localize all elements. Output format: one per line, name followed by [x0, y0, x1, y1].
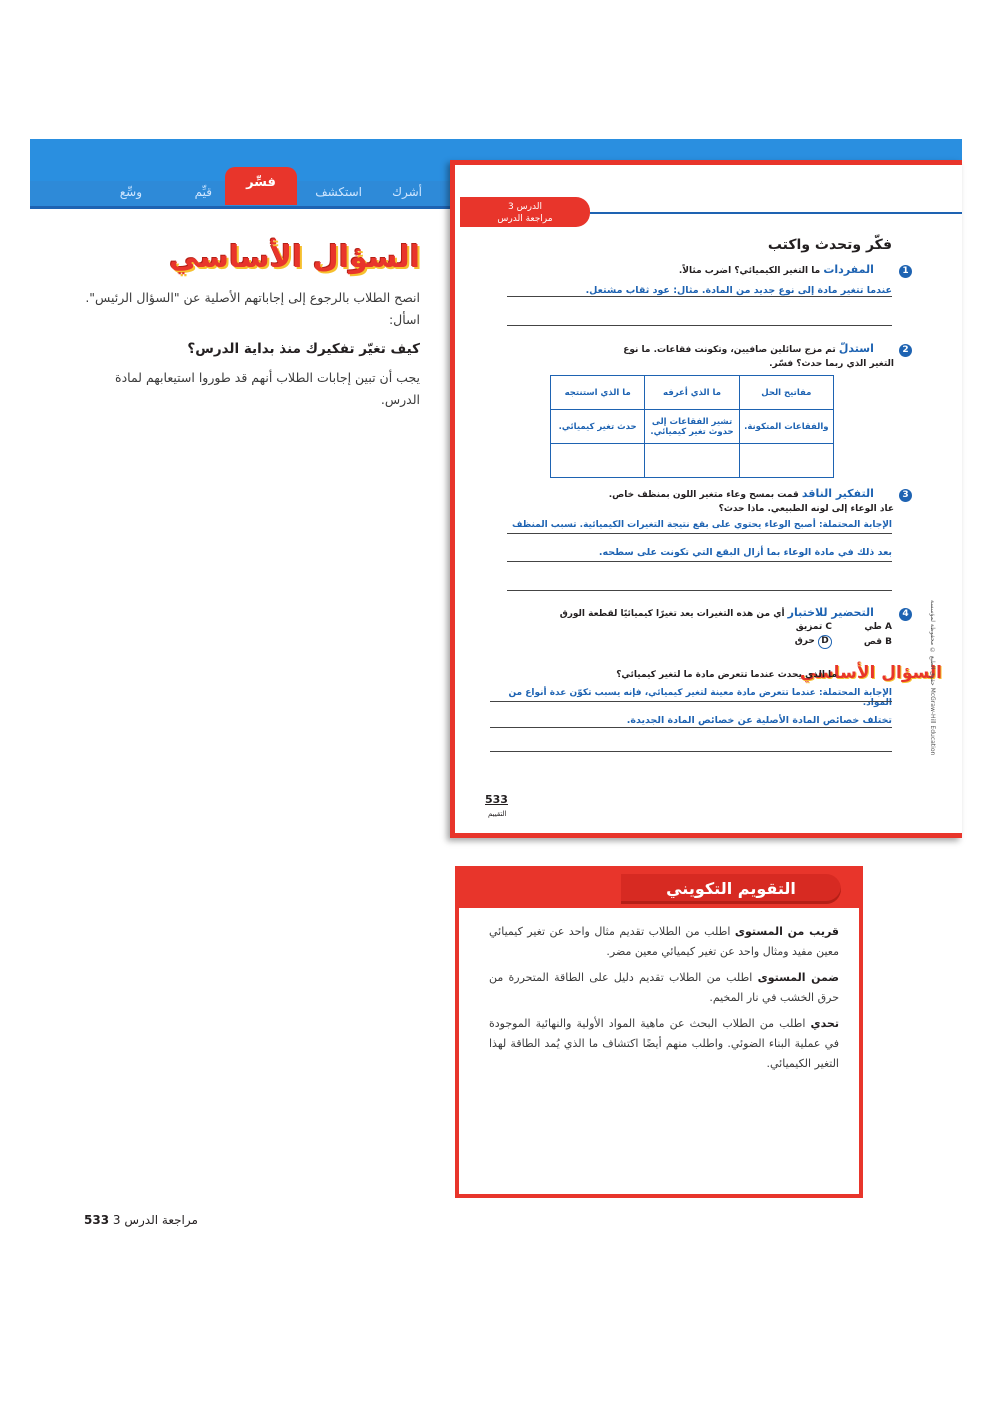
student-page-section: التقييم: [488, 810, 507, 818]
student-page: [450, 160, 962, 838]
student-page-number: 533: [485, 793, 508, 806]
tab-evaluate[interactable]: قيِّم: [194, 185, 212, 199]
page-stripe: [590, 212, 962, 214]
question-text: أي من هذه التغيرات يعد تغيرًا كيميائيًا لقطعة الورق: [559, 609, 785, 619]
intro-text: انصح الطلاب بالرجوع إلى إجاباتهم الأصلية عن "السؤال الرئيس". اسأل:: [85, 290, 420, 327]
think-heading: فكّر وتحدث واكتب: [767, 237, 892, 253]
answer-3-line2: بعد ذلك في مادة الوعاء بما أزال البقع التي تكونت على سطحه.: [598, 547, 892, 558]
near-level-text: اطلب من الطلاب تقديم مثال واحد عن تغير كيميائي معين مفيد ومثال واحد عن تغير كيميائي معين مضر.: [489, 925, 839, 958]
question-4: [554, 606, 909, 621]
challenge-item: [489, 1014, 839, 1074]
answer-line: [507, 561, 892, 562]
question-keyword: استدلّ: [838, 342, 874, 355]
eq-answer-line2: تختلف خصائص المادة الأصلية عن خصائص المادة الجديدة.: [626, 715, 892, 726]
assessment-header: [459, 870, 859, 908]
answer-line: [490, 701, 892, 702]
tab-extend[interactable]: وسِّع: [119, 185, 142, 199]
near-level-item: [489, 922, 839, 962]
challenge-text: اطلب من الطلاب البحث عن ماهية المواد الأولية والنهائية الموجودة في عملية البناء الضوئي. واطلب منهم أيضًا اكتشاف ما الذي يُمد الطاقة لهذا التغير الكيميائي.: [489, 1017, 839, 1070]
table-header: ما الذي استنتجه: [551, 376, 645, 410]
question-2: [604, 342, 909, 371]
question-number: 2: [899, 344, 912, 357]
option-b[interactable]: B قص: [863, 637, 892, 647]
reflection-answer: يجب أن تبين إجابات الطلاب أنهم قد طوروا استيعابهم لمادة الدرس.: [115, 370, 420, 407]
table-cell: [645, 444, 739, 478]
answer-line: [507, 325, 892, 326]
lesson-tag: الدرس 3 مراجعة الدرس: [460, 197, 590, 227]
eq-answer-line1: الإجابة المحتملة: عندما تتعرض مادة معينة لتغير كيميائي، فإنه يسبب تكوّن عدة أنواع من المواد.: [508, 688, 892, 708]
footer-lesson-label: مراجعة الدرس 3: [112, 1213, 198, 1227]
table-cell: [739, 444, 833, 478]
question-text: ما التغير الكيميائي؟ اضرب مثالاً.: [678, 266, 821, 276]
answer-line: [507, 533, 892, 534]
table-header: ما الذي أعرفه: [645, 376, 739, 410]
tab-explore[interactable]: استكشف: [315, 185, 362, 199]
question-text: قمت بمسح وعاء متغير اللون بمنظف خاص. عاد الوعاء إلى لونه الطبيعي. ماذا حدث؟: [608, 490, 894, 514]
answer-1: عندما تتغير مادة إلى نوع جديد من المادة. مثال: عود ثقاب مشتعل.: [585, 285, 892, 296]
question-text: تم مزج سائلين صافيين، وتكونت فقاعات. ما نوع التغير الذي ربما حدث؟ فسّر.: [623, 345, 894, 369]
essential-question-mini-heading: السؤال الأساسي: [799, 663, 942, 683]
teacher-notes: [80, 240, 420, 421]
question-number: 3: [899, 489, 912, 502]
question-keyword: المفردات: [823, 263, 874, 276]
answer-line: [507, 296, 892, 297]
question-number: 1: [899, 265, 912, 278]
table-cell: [551, 444, 645, 478]
table-cell: والفقاعات المتكونة.: [739, 410, 833, 444]
page-footer: [78, 1213, 198, 1227]
answer-line: [490, 751, 892, 752]
question-1: [514, 263, 909, 278]
question-number: 4: [899, 608, 912, 621]
near-level-label: قريب من المستوى: [734, 925, 839, 938]
tab-explain[interactable]: فسِّر: [225, 167, 297, 205]
option-a[interactable]: A طي: [864, 622, 892, 632]
question-keyword: التحضير للاختبار: [787, 606, 874, 619]
formative-assessment-box: [455, 866, 863, 1198]
copyright-credit: حقوق الطبع © محفوظة لمؤسسة McGraw-Hill Education: [929, 600, 936, 756]
table-cell: حدث تغير كيميائي.: [551, 410, 645, 444]
assessment-title: التقويم التكويني: [621, 874, 841, 904]
reflection-question: كيف تغيّر تفكيرك منذ بداية الدرس؟: [187, 341, 420, 357]
tab-bar: [30, 175, 462, 209]
tab-share[interactable]: أشرك: [392, 185, 422, 199]
assessment-body: [489, 922, 839, 1080]
table-cell: تشير الفقاعات إلى حدوث تغير كيميائي.: [645, 410, 739, 444]
table-header: مفاتيح الحل: [739, 376, 833, 410]
inference-table: [550, 375, 834, 478]
essential-question-heading: السؤال الأساسي: [169, 240, 420, 275]
option-d[interactable]: D حرق: [795, 635, 832, 649]
question-3: [594, 487, 909, 516]
footer-page-number: 533: [84, 1213, 110, 1227]
answer-line: [507, 590, 892, 591]
on-level-label: ضمن المستوى: [757, 971, 840, 984]
on-level-item: [489, 968, 839, 1008]
challenge-label: تحدي: [810, 1017, 839, 1030]
correct-answer-circle: D: [818, 635, 832, 649]
eq-question: ما الذي يحدث عندما تتعرض مادة ما لتغير كيميائي؟: [616, 670, 837, 680]
question-keyword: التفكير الناقد: [801, 487, 874, 500]
on-level-text: اطلب من الطلاب تقديم دليل على الطاقة المتحررة من حرق الخشب في نار المخيم.: [489, 971, 839, 1004]
answer-line: [490, 727, 892, 728]
answer-3-line1: الإجابة المحتملة: أصبح الوعاء يحتوي على بقع نتيجة التغيرات الكيميائية. تسبب المنظف: [512, 520, 892, 530]
option-c[interactable]: C تمزيق: [795, 622, 832, 632]
